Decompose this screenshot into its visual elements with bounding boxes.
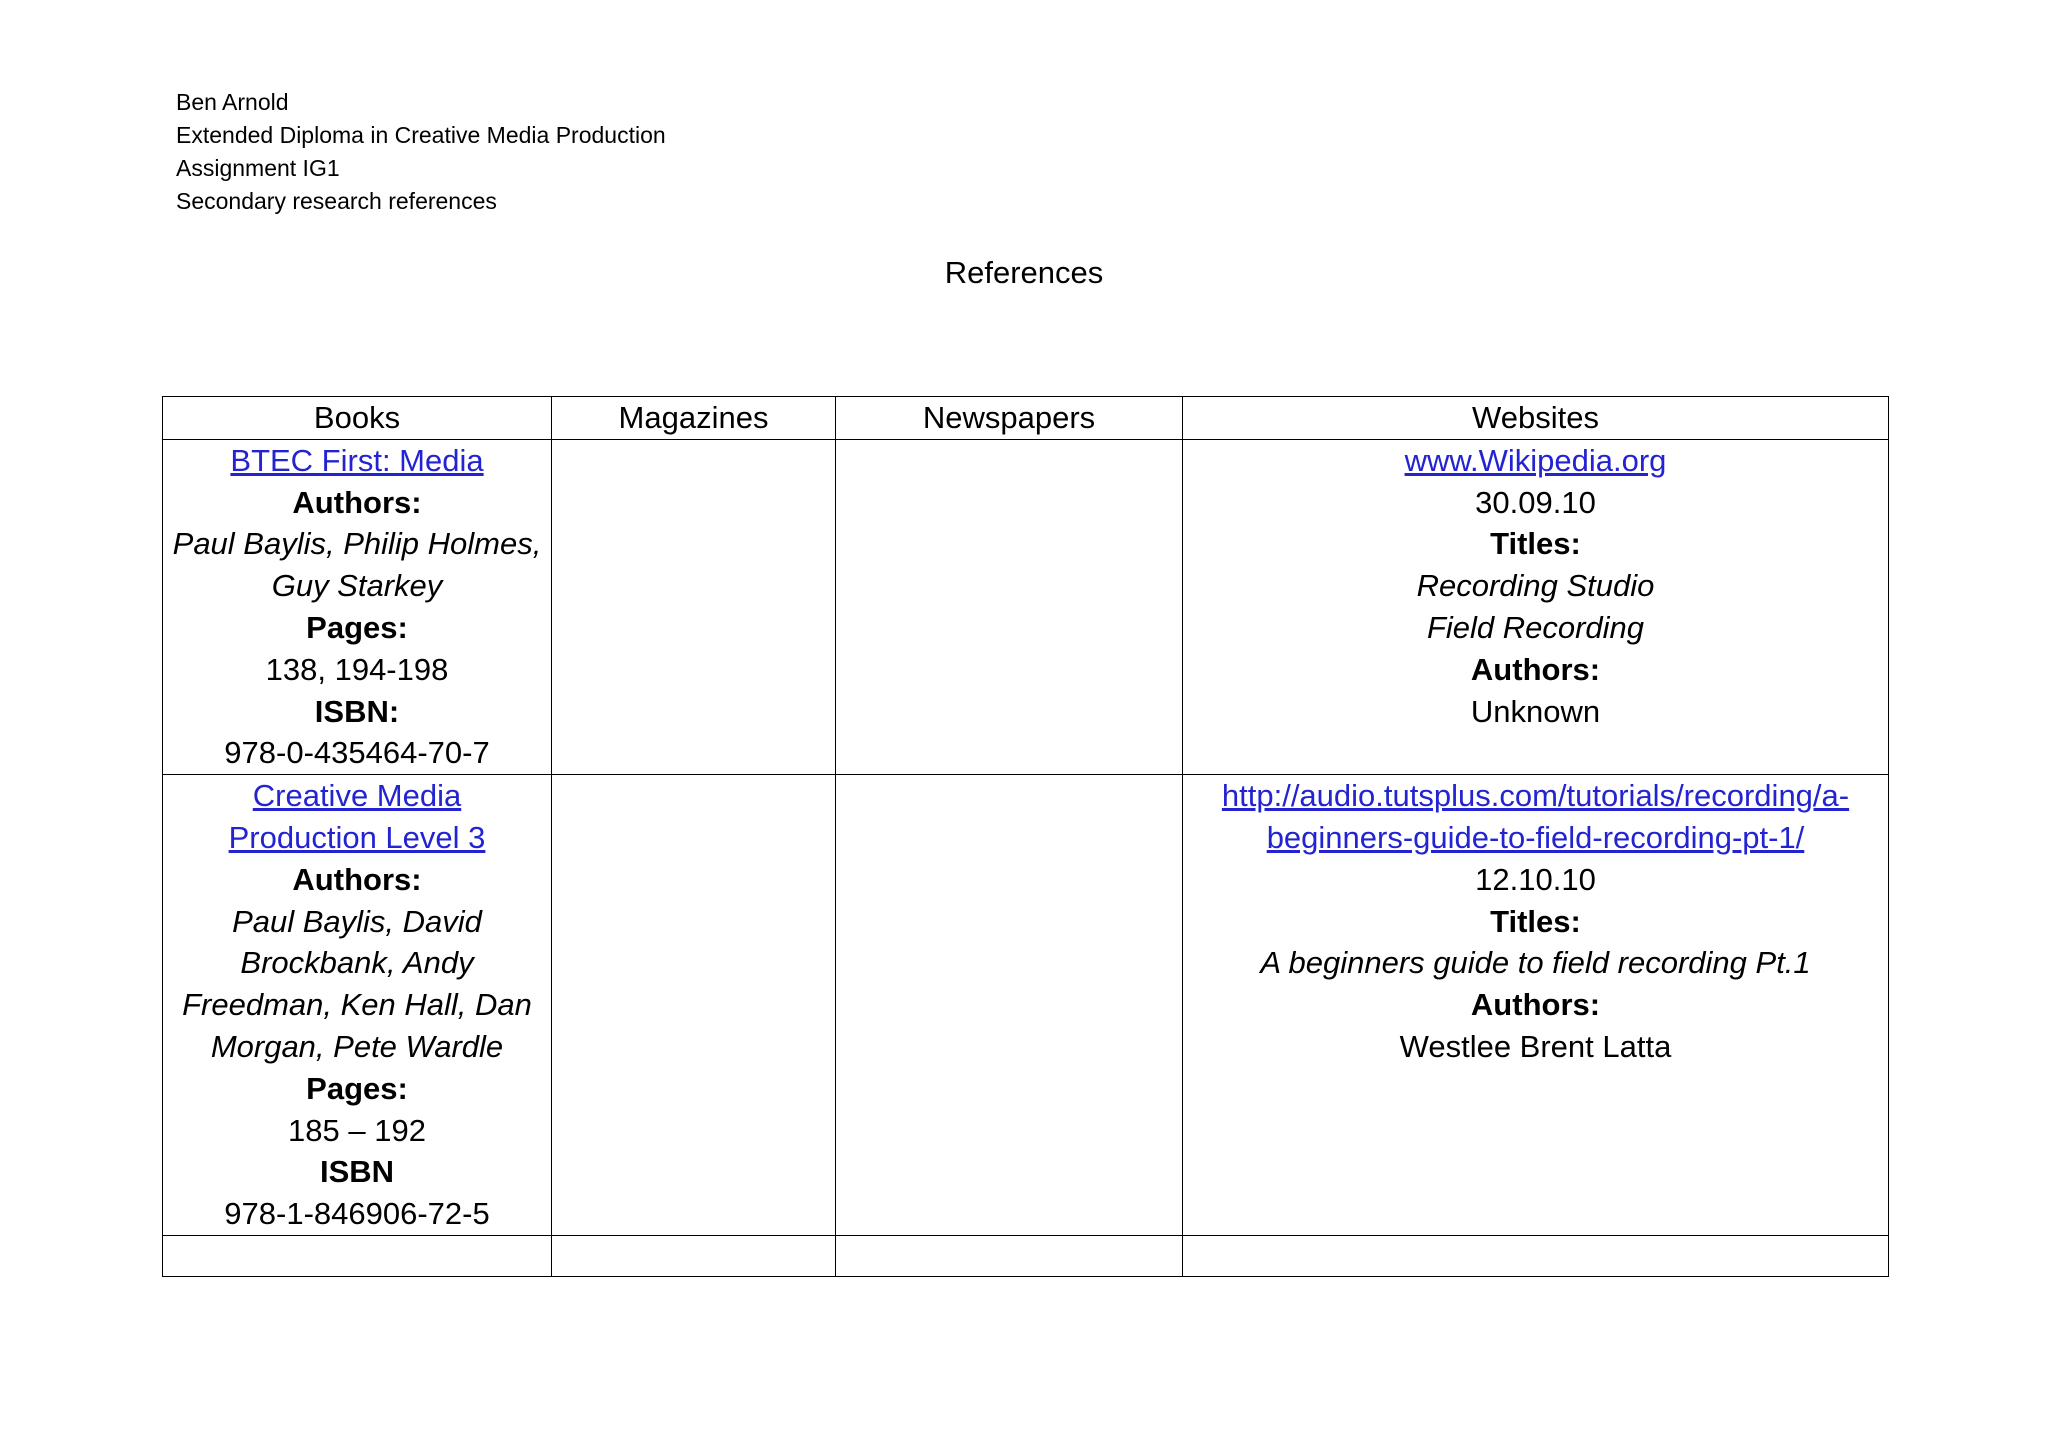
table-row <box>163 439 1889 774</box>
book-authors-line: Brockbank, Andy <box>240 945 474 981</box>
website-title: Field Recording <box>1426 609 1645 645</box>
authors-label: Authors: <box>1470 651 1601 687</box>
website-date: 12.10.10 <box>1475 861 1596 897</box>
newspaper-cell <box>836 1235 1183 1276</box>
magazine-cell <box>552 775 836 1236</box>
references-table <box>162 396 1889 1277</box>
table-row <box>163 775 1889 1236</box>
isbn-label: ISBN: <box>314 693 400 729</box>
magazine-cell <box>552 1235 836 1276</box>
book-title-link[interactable]: Production Level 3 <box>228 819 486 855</box>
website-cell <box>1183 439 1889 774</box>
website-authors: Westlee Brent Latta <box>1399 1028 1672 1064</box>
titles-label: Titles: <box>1490 526 1581 562</box>
pages-label: Pages: <box>306 1070 408 1106</box>
book-authors-line: Freedman, Ken Hall, Dan <box>182 987 532 1023</box>
pages-label: Pages: <box>306 609 408 645</box>
authors-label: Authors: <box>292 861 422 897</box>
book-title-link[interactable]: BTEC First: Media <box>230 442 484 478</box>
authors-label: Authors: <box>292 484 422 520</box>
column-header-newspapers: Newspapers <box>836 397 1183 440</box>
website-url-link[interactable]: beginners-guide-to-field-recording-pt-1/ <box>1266 819 1805 855</box>
document-header <box>176 86 666 218</box>
authors-label: Authors: <box>1470 987 1601 1023</box>
column-header-books: Books <box>163 397 552 440</box>
book-authors-line: Guy Starkey <box>271 568 443 604</box>
website-cell <box>1183 1235 1889 1276</box>
book-pages: 138, 194-198 <box>265 651 449 687</box>
website-authors: Unknown <box>1470 693 1601 729</box>
course-name: Extended Diploma in Creative Media Production <box>176 122 666 148</box>
isbn-label: ISBN <box>319 1154 395 1190</box>
assignment-name: Assignment IG1 <box>176 155 340 181</box>
book-isbn: 978-0-435464-70-7 <box>224 735 490 771</box>
magazine-cell <box>552 439 836 774</box>
book-title-link[interactable]: Creative Media <box>252 778 462 814</box>
website-cell <box>1183 775 1889 1236</box>
author-name: Ben Arnold <box>176 89 289 115</box>
book-cell <box>163 1235 552 1276</box>
book-authors-line: Paul Baylis, David <box>232 903 482 939</box>
document-subtitle: Secondary research references <box>176 188 497 214</box>
book-authors-line: Paul Baylis, Philip Holmes, <box>172 526 542 562</box>
titles-label: Titles: <box>1490 903 1581 939</box>
website-title: Recording Studio <box>1416 568 1655 604</box>
website-url-link[interactable]: www.Wikipedia.org <box>1404 442 1667 478</box>
website-title: A beginners guide to field recording Pt.1 <box>1260 945 1811 981</box>
page-title: References <box>944 255 1104 290</box>
book-isbn: 978-1-846906-72-5 <box>224 1196 490 1232</box>
website-date: 30.09.10 <box>1475 484 1596 520</box>
book-cell <box>163 775 552 1236</box>
book-authors-line: Morgan, Pete Wardle <box>210 1028 504 1064</box>
column-header-magazines: Magazines <box>552 397 836 440</box>
table-header-row <box>163 397 1889 440</box>
website-url-link[interactable]: http://audio.tutsplus.com/tutorials/recording/a- <box>1221 778 1850 814</box>
column-header-websites: Websites <box>1183 397 1889 440</box>
book-pages: 185 – 192 <box>288 1112 426 1148</box>
newspaper-cell <box>836 775 1183 1236</box>
table-row <box>163 1235 1889 1276</box>
newspaper-cell <box>836 439 1183 774</box>
book-cell <box>163 439 552 774</box>
